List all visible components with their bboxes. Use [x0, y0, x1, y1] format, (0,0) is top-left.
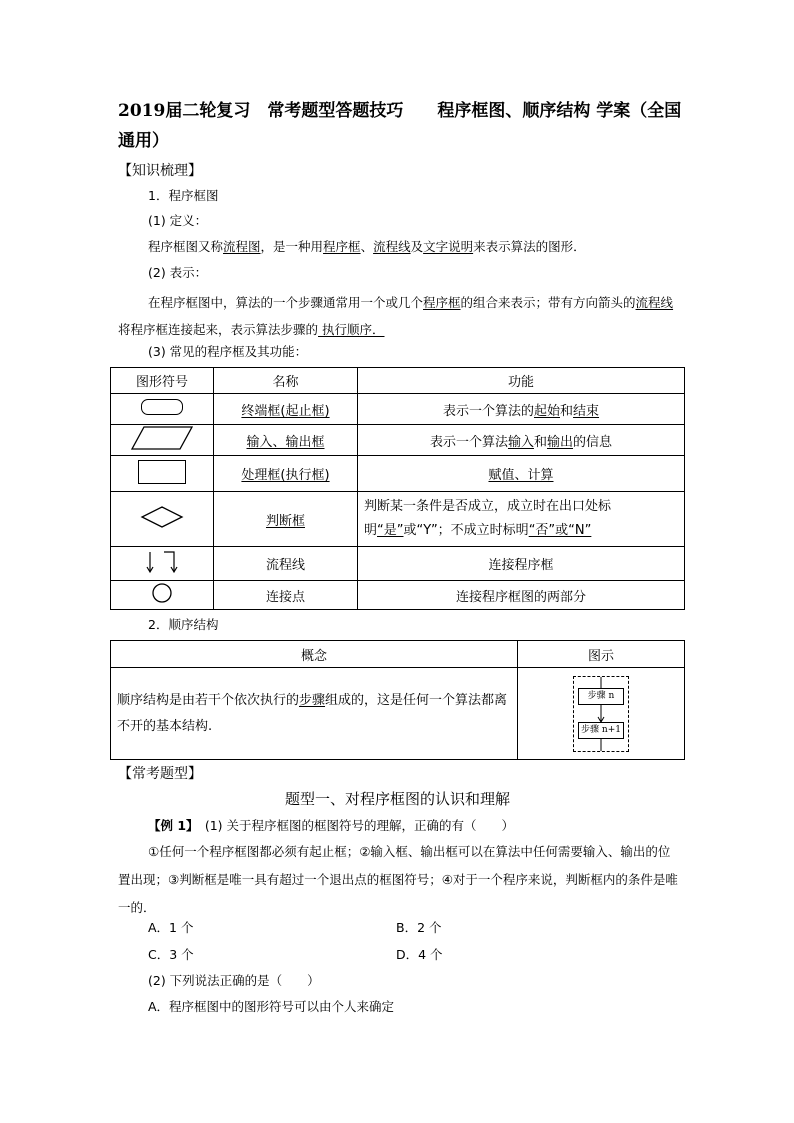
text: 的组合来表示；带有方向箭头的	[460, 295, 636, 310]
table-row	[111, 394, 685, 425]
table-header-row	[111, 368, 685, 394]
example1-question1	[148, 817, 514, 835]
item2-heading: 2．顺序结构	[148, 617, 219, 632]
section-common-types: 【常考题型】	[118, 766, 202, 782]
terminal-function	[358, 394, 685, 425]
circle-icon	[150, 582, 174, 604]
text: 程序框	[323, 239, 361, 254]
step-n-box: 步骤 n	[578, 688, 624, 705]
text: 或“Y”；不成立时标明	[403, 523, 529, 538]
text: 输出	[547, 434, 574, 450]
program-box-table	[110, 367, 685, 610]
sequence-concept	[111, 668, 518, 760]
header-name: 名称	[214, 368, 358, 394]
example1-question2: (2) 下列说法正确的是（ ）	[148, 973, 320, 988]
cell	[358, 456, 685, 492]
text: 执行顺序．	[318, 322, 385, 337]
option-a: A．1 个	[148, 920, 194, 935]
document-title: 2019届二轮复习 常考题型答题技巧 程序框图、顺序结构 学案（全国通用）	[118, 101, 682, 151]
connector-function: 连接程序框图的两部分	[358, 581, 685, 610]
type1-heading: 题型一、对程序框图的认识和理解	[284, 790, 510, 808]
text: 输入	[507, 434, 534, 450]
table-row	[111, 581, 685, 610]
decision-name: 判断框	[265, 513, 305, 529]
process-name: 处理框(执行框)	[241, 468, 330, 483]
sequence-flow-box	[573, 676, 629, 752]
item1-common-label: (3) 常见的程序框及其功能：	[148, 344, 308, 359]
text: 来表示算法的图形．	[473, 239, 586, 254]
cell	[214, 456, 358, 492]
header-diagram: 图示	[518, 641, 685, 668]
option-c: C．3 个	[148, 947, 194, 962]
text: 将程序框连接起来，表示算法步骤的	[118, 322, 319, 337]
terminal-name: 终端框(起止框)	[241, 403, 330, 419]
text: 表示一个算法的	[442, 403, 534, 419]
connector-symbol	[111, 581, 214, 610]
table-row	[111, 547, 685, 581]
item1-rep-label: (2) 表示：	[148, 265, 208, 280]
text: 的信息	[573, 434, 613, 450]
item1-rep-text	[118, 289, 678, 343]
example1-body: ①任何一个程序框图都必须有起止框；②输入框、输出框可以在算法中任何需要输入、输出的位置出现；③判断框是唯一具有超过一个退出点的框图符号；④对于一个程序来说，判断框内的条件是唯一的．	[118, 844, 678, 915]
text: 文字说明	[423, 239, 474, 254]
text: 、	[360, 239, 374, 254]
text: (1) 关于程序框图的框图符号的理解，正确的有（ ）	[204, 818, 515, 833]
sequence-table	[110, 640, 685, 760]
io-function	[358, 425, 685, 456]
cell	[214, 425, 358, 456]
text: 程序框	[423, 295, 461, 310]
flow-line-icon	[142, 549, 182, 575]
text: 组成的，这是任何一个算法都离不开的基本结构.	[117, 692, 508, 734]
terminal-symbol	[111, 394, 214, 425]
text: “否”或“N”	[528, 523, 592, 538]
item1-heading: 1．程序框图	[148, 188, 219, 203]
header-function: 功能	[358, 368, 685, 394]
text: 结束	[573, 403, 600, 419]
text: 顺序结构是由若干个依次执行的	[117, 692, 300, 708]
table-row	[111, 492, 685, 547]
flowline-name: 流程线	[214, 547, 358, 581]
text: 程序框图又称	[148, 239, 224, 254]
flowline-symbol	[111, 547, 214, 581]
diamond-icon	[140, 505, 184, 529]
sequence-diagram	[518, 668, 685, 760]
cell	[214, 394, 358, 425]
process-function: 赋值、计算	[488, 468, 554, 483]
io-symbol	[111, 425, 214, 456]
text: 判断某一条件是否成立，成立时在出口处标明	[364, 499, 612, 538]
flowline-function: 连接程序框	[358, 547, 685, 581]
example1-question2-option-a: A．程序框图中的图形符号可以由个人来确定	[148, 999, 395, 1014]
rounded-rect-icon	[141, 399, 183, 415]
table-row	[111, 456, 685, 492]
decision-symbol	[111, 492, 214, 547]
text: 流程图	[223, 239, 261, 254]
table-header-row	[111, 641, 685, 668]
step-n1-box: 步骤 n+1	[578, 722, 624, 739]
section-knowledge: 【知识梳理】	[118, 163, 202, 179]
text: 起始	[533, 403, 560, 419]
text: 步骤	[299, 692, 326, 708]
connector-name: 连接点	[214, 581, 358, 610]
parallelogram-icon	[130, 425, 194, 451]
table-row	[111, 668, 685, 760]
table-row	[111, 425, 685, 456]
rectangle-icon	[138, 460, 186, 484]
header-concept: 概念	[111, 641, 518, 668]
text: ，是一种用	[260, 239, 324, 254]
header-symbol: 图形符号	[111, 368, 214, 394]
item1-def-label: (1) 定义：	[148, 213, 208, 228]
option-b: B．2 个	[396, 920, 442, 935]
text: 表示一个算法	[429, 434, 508, 450]
item1-def-text	[148, 238, 586, 256]
text: 流程线	[373, 239, 411, 254]
decision-function	[358, 492, 685, 547]
process-symbol	[111, 456, 214, 492]
cell	[214, 492, 358, 547]
text: 及	[410, 239, 424, 254]
example-tag: 【例 1】	[148, 818, 193, 833]
text: 和	[533, 434, 547, 450]
text: “是”	[377, 523, 404, 538]
text: 和	[560, 403, 574, 419]
text: 流程线	[635, 295, 674, 310]
text: 在程序框图中，算法的一个步骤通常用一个或几个	[148, 295, 424, 310]
option-d: D．4 个	[396, 947, 443, 962]
io-name: 输入、输出框	[246, 434, 325, 450]
